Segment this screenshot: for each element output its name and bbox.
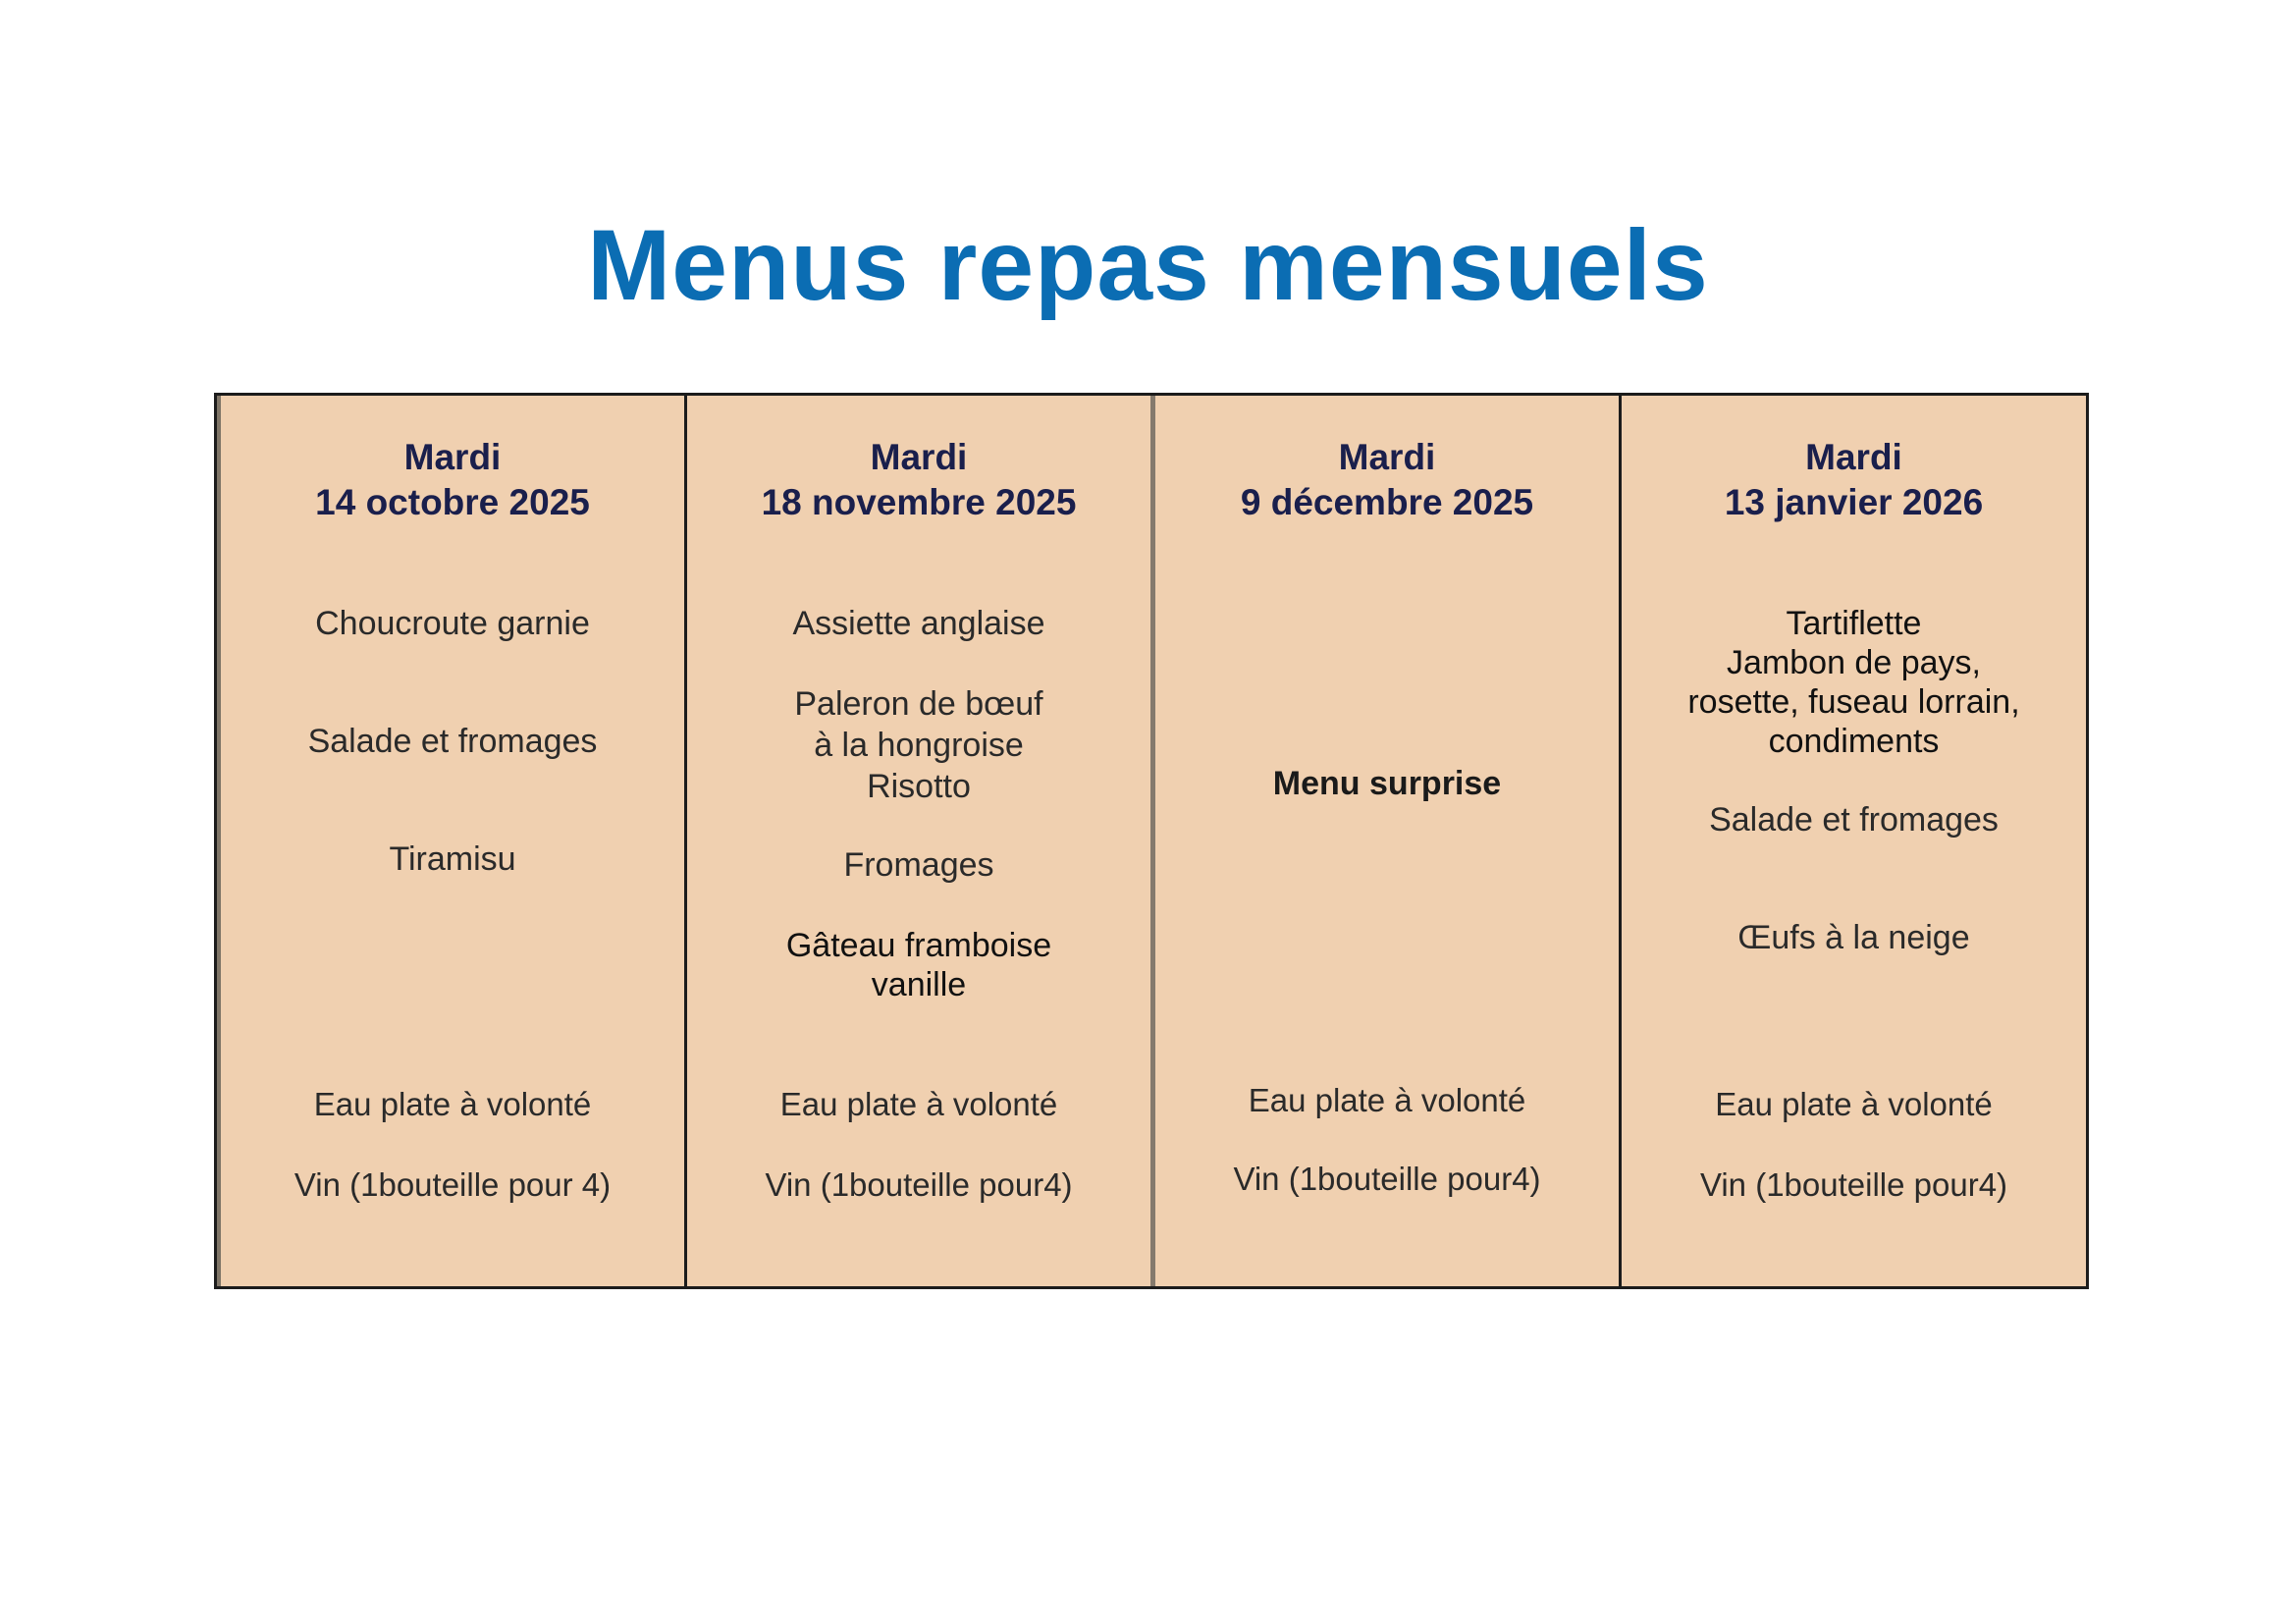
drink-wine: Vin (1bouteille pour 4) [294, 1166, 612, 1203]
date-label: 13 janvier 2026 [1724, 482, 1984, 522]
menu-column-october [217, 396, 684, 1286]
dish-item: rosette, fuseau lorrain, [1687, 683, 2020, 721]
dish-item: Fromages [843, 846, 994, 884]
dish-item: Tartiflette [1786, 605, 1922, 642]
drink-wine: Vin (1bouteille pour4) [1233, 1161, 1541, 1197]
drink-water: Eau plate à volonté [1715, 1086, 1993, 1122]
dish-item: Menu surprise [1272, 765, 1502, 802]
dish-item: Gâteau framboise [785, 927, 1052, 964]
day-label: Mardi [403, 437, 502, 477]
dish-item: Salade et fromages [307, 723, 598, 760]
menu-column-november [684, 396, 1150, 1286]
menu-table [214, 393, 2089, 1289]
drink-water: Eau plate à volonté [779, 1086, 1058, 1122]
dish-item: Assiette anglaise [792, 605, 1045, 642]
dish-item: Jambon de pays, [1727, 644, 1981, 681]
dish-item: Tiramisu [389, 840, 516, 878]
date-label: 14 octobre 2025 [315, 482, 590, 522]
date-label: 18 novembre 2025 [761, 482, 1077, 522]
day-label: Mardi [1805, 437, 1902, 477]
dish-item: Salade et fromages [1709, 801, 1999, 839]
dish-item: Choucroute garnie [315, 605, 590, 642]
day-label: Mardi [1338, 437, 1436, 477]
day-label: Mardi [870, 437, 968, 477]
dish-item: Œufs à la neige [1737, 919, 1970, 956]
drink-wine: Vin (1bouteille pour4) [1699, 1166, 2008, 1203]
menu-date-header [1155, 435, 1619, 525]
dish-item: à la hongroise [814, 727, 1024, 764]
date-label: 9 décembre 2025 [1240, 482, 1534, 522]
page-title: Menus repas mensuels [587, 209, 1709, 321]
menu-date-header [1622, 435, 2086, 525]
dish-item: Paleron de bœuf [794, 685, 1043, 723]
drink-water: Eau plate à volonté [1248, 1082, 1526, 1118]
drink-water: Eau plate à volonté [313, 1086, 592, 1122]
menu-date-header [687, 435, 1150, 525]
menu-column-january [1619, 396, 2086, 1286]
dish-item: Risotto [867, 768, 971, 805]
menu-date-header [221, 435, 684, 525]
drink-wine: Vin (1bouteille pour4) [765, 1166, 1073, 1203]
dish-item: vanille [871, 966, 967, 1003]
dish-item: condiments [1768, 723, 1940, 760]
menu-column-december [1150, 396, 1619, 1286]
